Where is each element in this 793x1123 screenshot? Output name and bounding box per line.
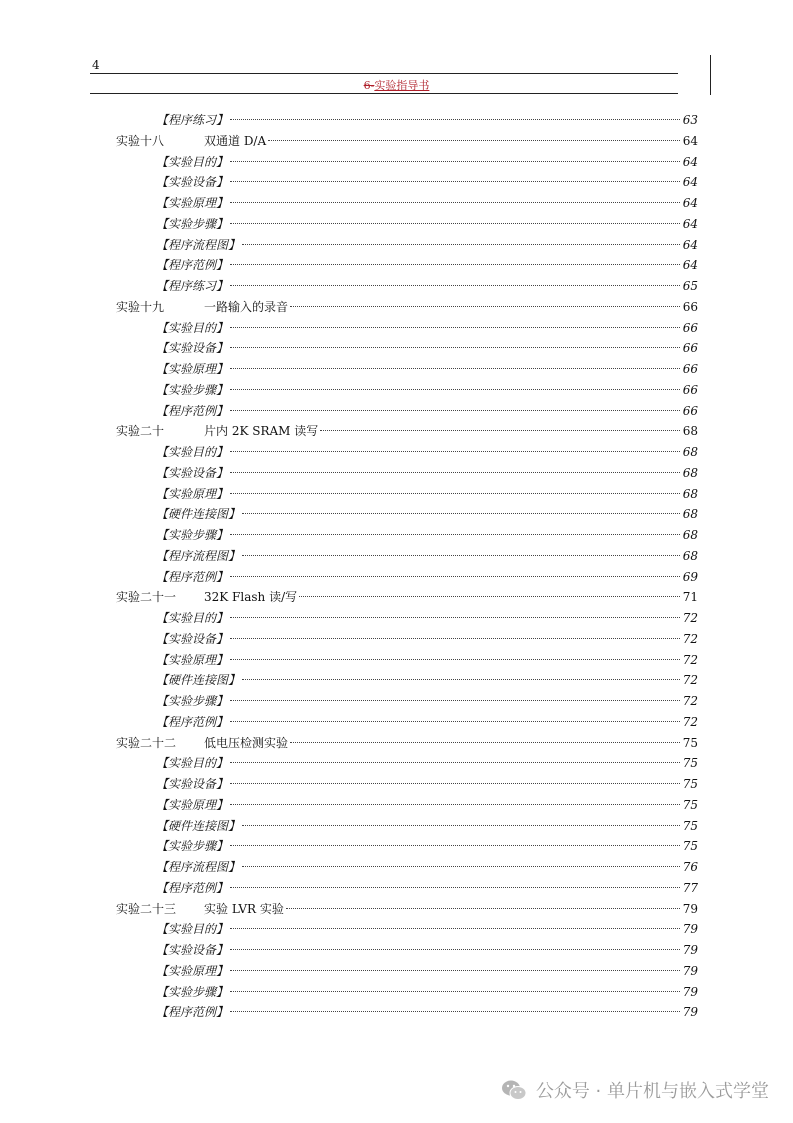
- toc-section-row: [116, 650, 698, 671]
- toc-page-number: 79: [682, 1005, 698, 1020]
- toc-page-number: 66: [682, 382, 698, 397]
- header-title: [0, 77, 793, 93]
- toc-section-row: [116, 753, 698, 774]
- toc-section-label: 【程序流程图】: [156, 860, 241, 874]
- toc-page-number: 64: [682, 133, 698, 148]
- toc-section-row: [116, 919, 698, 940]
- toc-dot-leader: [230, 783, 680, 784]
- toc-section-row: [116, 214, 698, 235]
- toc-dot-leader: [299, 596, 680, 597]
- toc-dot-leader: [230, 119, 680, 120]
- toc-chapter-row: [116, 733, 698, 754]
- toc-section-label: 【实验原理】: [156, 362, 229, 376]
- toc-section-row: [116, 338, 698, 359]
- toc-section-row: [116, 836, 698, 857]
- toc-section-row: [116, 982, 698, 1003]
- toc-section-label: 【实验设备】: [156, 341, 229, 356]
- toc-page-number: 68: [682, 548, 698, 563]
- toc-chapter-title: 一路输入的录音: [204, 299, 289, 314]
- toc-section-label: 【实验步骤】: [156, 216, 229, 231]
- toc-page-number: 75: [682, 756, 698, 771]
- toc-section-label: 【程序范例】: [156, 714, 229, 729]
- toc-dot-leader: [230, 493, 680, 494]
- toc-page-number: 66: [682, 320, 698, 335]
- toc-chapter-label: 实验二十一: [116, 590, 177, 605]
- toc-section-label: 【程序流程图】: [156, 237, 241, 252]
- toc-page-number: 72: [682, 714, 698, 729]
- toc-chapter-label: 实验十九: [116, 299, 165, 314]
- toc-dot-leader: [230, 576, 680, 577]
- toc-dot-leader: [230, 223, 680, 224]
- margin-bar: [710, 55, 711, 95]
- toc-page-number: 72: [682, 694, 698, 708]
- toc-dot-leader: [290, 306, 680, 307]
- toc-section-row: [116, 504, 698, 525]
- toc-dot-leader: [230, 887, 680, 888]
- toc-section-label: 【程序范例】: [156, 258, 229, 273]
- toc-dot-leader: [230, 949, 680, 950]
- toc-section-label: 【实验步骤】: [156, 694, 229, 708]
- toc-dot-leader: [230, 659, 680, 660]
- toc-page-number: 66: [682, 299, 698, 314]
- toc-page-number: 75: [682, 797, 698, 812]
- toc-dot-leader: [230, 389, 680, 390]
- toc-section-row: [116, 878, 698, 899]
- toc-page-number: 75: [682, 818, 698, 833]
- toc-section-label: 【实验目的】: [156, 320, 229, 335]
- toc-section-label: 【实验目的】: [156, 154, 229, 169]
- toc-page-number: 79: [682, 943, 698, 957]
- toc-chapter-label: 实验二十三: [116, 901, 177, 916]
- toc-page-number: 72: [682, 631, 698, 646]
- toc-section-row: [116, 961, 698, 982]
- toc-page-number: 75: [682, 735, 698, 750]
- toc-section-label: 【程序练习】: [156, 279, 229, 293]
- toc-dot-leader: [268, 140, 680, 141]
- toc-section-row: [116, 380, 698, 401]
- toc-page-number: 64: [682, 216, 698, 231]
- toc-section-label: 【程序范例】: [156, 569, 229, 584]
- toc-dot-leader: [230, 928, 680, 929]
- toc-chapter-row: [116, 297, 698, 318]
- toc-section-row: [116, 110, 698, 131]
- toc-page-number: 66: [682, 403, 698, 418]
- toc-dot-leader: [230, 472, 680, 473]
- toc-section-label: 【程序流程图】: [156, 548, 241, 563]
- toc-section-row: [116, 567, 698, 588]
- toc-section-label: 【程序练习】: [156, 113, 229, 127]
- toc-page-number: 68: [682, 445, 698, 459]
- toc-chapter-row: [116, 131, 698, 152]
- toc-chapter-title: 双通道 D/A: [204, 133, 267, 148]
- toc-page-number: 72: [682, 652, 698, 667]
- toc-page-number: 68: [682, 465, 698, 480]
- toc-section-label: 【实验目的】: [156, 922, 229, 937]
- toc-section-label: 【硬件连接图】: [156, 818, 241, 833]
- toc-page-number: 71: [682, 590, 698, 605]
- toc-dot-leader: [230, 534, 680, 535]
- toc-section-label: 【实验原理】: [156, 652, 229, 667]
- toc-section-row: [116, 318, 698, 339]
- toc-section-label: 【实验设备】: [156, 943, 229, 957]
- toc-section-row: [116, 276, 698, 297]
- toc-dot-leader: [230, 845, 680, 846]
- toc-dot-leader: [230, 181, 680, 182]
- toc-section-row: [116, 608, 698, 629]
- toc-chapter-label: 实验十八: [116, 133, 165, 148]
- toc-page-number: 69: [682, 569, 698, 584]
- toc-dot-leader: [230, 638, 680, 639]
- toc-dot-leader: [230, 721, 680, 722]
- toc-section-row: [116, 255, 698, 276]
- toc-section-row: [116, 359, 698, 380]
- toc-section-label: 【实验设备】: [156, 465, 229, 480]
- toc-section-label: 【硬件连接图】: [156, 507, 241, 522]
- toc-section-label: 【实验目的】: [156, 756, 229, 771]
- toc-chapter-title: 实验 LVR 实验: [204, 901, 284, 916]
- toc-section-row: [116, 691, 698, 712]
- toc-page-number: 79: [682, 922, 698, 937]
- toc-page-number: 68: [682, 486, 698, 501]
- toc-page-number: 79: [682, 963, 698, 978]
- toc-page-number: 63: [682, 113, 698, 127]
- toc-page-number: 75: [682, 839, 698, 854]
- toc-section-label: 【程序范例】: [156, 1005, 229, 1020]
- toc-page-number: 79: [682, 901, 698, 916]
- toc-dot-leader: [242, 866, 680, 867]
- toc-section-row: [116, 795, 698, 816]
- header-rule-bottom: [90, 93, 678, 94]
- toc-section-row: [116, 525, 698, 546]
- toc-dot-leader: [242, 825, 680, 826]
- toc-section-row: [116, 816, 698, 837]
- page-number: 4: [92, 58, 100, 72]
- toc-section-row: [116, 484, 698, 505]
- toc-dot-leader: [230, 410, 680, 411]
- toc-section-row: [116, 172, 698, 193]
- header-rule-top: [90, 73, 678, 74]
- toc-section-row: [116, 670, 698, 691]
- toc-section-label: 【实验步骤】: [156, 382, 229, 397]
- toc-section-label: 【实验步骤】: [156, 839, 229, 854]
- table-of-contents: [116, 110, 698, 1023]
- toc-chapter-title: 低电压检测实验: [204, 735, 289, 750]
- toc-page-number: 64: [682, 258, 698, 273]
- toc-page-number: 68: [682, 507, 698, 522]
- toc-dot-leader: [230, 617, 680, 618]
- toc-section-row: [116, 235, 698, 256]
- toc-chapter-row: [116, 899, 698, 920]
- toc-section-label: 【实验原理】: [156, 963, 229, 978]
- toc-dot-leader: [230, 347, 680, 348]
- toc-dot-leader: [242, 555, 680, 556]
- toc-section-label: 【实验目的】: [156, 611, 229, 625]
- toc-page-number: 68: [682, 528, 698, 542]
- toc-chapter-label: 实验二十二: [116, 735, 177, 750]
- toc-dot-leader: [242, 679, 680, 680]
- toc-section-row: [116, 857, 698, 878]
- toc-section-row: [116, 193, 698, 214]
- toc-section-label: 【程序范例】: [156, 880, 229, 895]
- toc-dot-leader: [230, 970, 680, 971]
- toc-dot-leader: [230, 804, 680, 805]
- toc-page-number: 79: [682, 984, 698, 999]
- wechat-icon: [500, 1076, 528, 1104]
- toc-dot-leader: [290, 742, 680, 743]
- toc-dot-leader: [230, 762, 680, 763]
- toc-page-number: 64: [682, 175, 698, 190]
- toc-section-label: 【实验设备】: [156, 777, 229, 791]
- toc-dot-leader: [230, 327, 680, 328]
- toc-page-number: 75: [682, 777, 698, 791]
- toc-page-number: 68: [682, 424, 698, 439]
- toc-dot-leader: [286, 908, 680, 909]
- toc-section-label: 【实验步骤】: [156, 984, 229, 999]
- toc-section-row: [116, 401, 698, 422]
- toc-dot-leader: [230, 991, 680, 992]
- toc-section-label: 【实验设备】: [156, 175, 229, 190]
- toc-dot-leader: [230, 264, 680, 265]
- toc-page-number: 76: [682, 860, 698, 874]
- toc-section-label: 【实验目的】: [156, 445, 229, 459]
- toc-section-label: 【实验原理】: [156, 797, 229, 812]
- toc-section-label: 【实验步骤】: [156, 528, 229, 542]
- toc-section-row: [116, 442, 698, 463]
- toc-chapter-row: [116, 421, 698, 442]
- toc-dot-leader: [230, 285, 680, 286]
- toc-page-number: 64: [682, 196, 698, 210]
- toc-section-label: 【实验原理】: [156, 196, 229, 210]
- toc-dot-leader: [230, 700, 680, 701]
- toc-section-row: [116, 463, 698, 484]
- toc-chapter-row: [116, 587, 698, 608]
- toc-dot-leader: [242, 244, 680, 245]
- toc-section-row: [116, 546, 698, 567]
- toc-section-label: 【程序范例】: [156, 403, 229, 418]
- toc-dot-leader: [242, 513, 680, 514]
- header-title-text: 实验指导书: [374, 79, 430, 92]
- toc-section-row: [116, 712, 698, 733]
- toc-section-label: 【硬件连接图】: [156, 673, 241, 688]
- toc-section-label: 【实验原理】: [156, 486, 229, 501]
- toc-dot-leader: [230, 451, 680, 452]
- toc-page-number: 72: [682, 611, 698, 625]
- toc-section-row: [116, 940, 698, 961]
- header-title-struck: 6-: [363, 79, 375, 92]
- toc-dot-leader: [230, 1011, 680, 1012]
- toc-chapter-label: 实验二十: [116, 424, 165, 439]
- toc-section-row: [116, 152, 698, 173]
- toc-page-number: 66: [682, 362, 698, 376]
- toc-chapter-title: 32K Flash 读/写: [204, 590, 298, 605]
- toc-section-label: 【实验设备】: [156, 631, 229, 646]
- toc-section-row: [116, 629, 698, 650]
- toc-chapter-title: 片内 2K SRAM 读写: [204, 424, 319, 439]
- toc-page-number: 77: [682, 880, 698, 895]
- toc-page-number: 65: [682, 279, 698, 293]
- toc-dot-leader: [230, 368, 680, 369]
- watermark: [500, 1076, 769, 1104]
- toc-dot-leader: [230, 202, 680, 203]
- watermark-text: 公众号 · 单片机与嵌入式学堂: [535, 1081, 769, 1102]
- toc-page-number: 66: [682, 341, 698, 356]
- toc-page-number: 64: [682, 237, 698, 252]
- toc-dot-leader: [320, 430, 680, 431]
- toc-section-row: [116, 1002, 698, 1023]
- toc-section-row: [116, 774, 698, 795]
- toc-dot-leader: [230, 161, 680, 162]
- toc-page-number: 72: [682, 673, 698, 688]
- toc-page-number: 64: [682, 154, 698, 169]
